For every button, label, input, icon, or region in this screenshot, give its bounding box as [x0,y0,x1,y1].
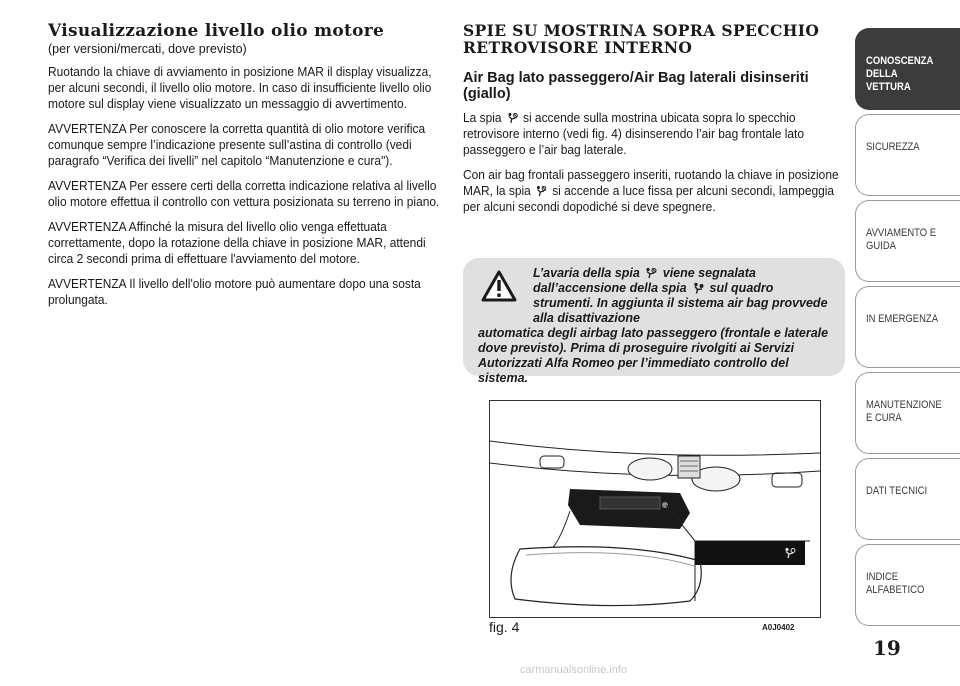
text-run: sul quadro strumenti. In aggiunta il sistema air bag provvede alla disattivazione [533,281,828,325]
tab-avviamento-e-guida[interactable] [855,200,960,282]
page-number: 19 [873,636,901,660]
paragraph: Ruotando la chiave di avviamento in posizione MAR il display visualizza, per alcuni secondi, il livello olio motore. In caso di insufficiente livello olio motore sul display viene visualizzato un messaggio di avvertimento. [48,64,432,111]
figure-mirror-panel [489,400,821,618]
section-title-line: RETROVISORE INTERNO [463,38,693,57]
tab-in-emergenza[interactable] [855,286,960,368]
paragraph: AVVERTENZA Affinché la misura del livello olio venga effettuata correttamente, dopo la rotazione della chiave in posizione MAR, attendi circa 2 secondi prima di effettuare l'avviamento del motore. [48,219,426,266]
paragraph [463,167,846,215]
section-subtitle: (per versioni/mercati, dove previsto) [48,42,247,56]
figure-label: fig. 4 [489,619,520,635]
text-run: viene segnalata dall’accensione della spia [533,266,756,295]
warning-box [463,258,845,385]
tab-indice-alfabetico[interactable] [855,544,960,626]
tab-conoscenza-della-vettura[interactable] [855,28,960,110]
paragraph: AVVERTENZA Il livello dell'olio motore può aumentare dopo una sosta prolungata. [48,276,421,307]
tab-manutenzione-e-cura[interactable] [855,372,960,454]
airbag-failure-icon [692,282,704,294]
section-title-oil-level: Visualizzazione livello olio motore [48,21,385,41]
airbag-off-icon [507,112,518,124]
section-title-mirror-lamps [463,22,848,56]
tab-sicurezza[interactable] [855,114,960,196]
tab-label: INDICE ALFABETICO [866,571,925,596]
tab-label: SICUREZZA [866,141,920,153]
tab-label: IN EMERGENZA [866,313,939,325]
text-run: si accende sulla mostrina ubicata sopra lo specchio retrovisore interno (vedi fig. 4) disinserendo l’air bag frontale lato passeggero e l’air bag laterale. [463,110,805,157]
tab-label: MANUTENZIONE E CURA [866,399,942,424]
airbag-off-icon [536,185,547,197]
paragraph [463,110,846,158]
paragraph: AVVERTENZA Per essere certi della corretta indicazione relativa al livello olio motore effettua il controllo con vettura posizionata su terreno in piano. [48,178,440,209]
warning-text [478,266,830,386]
watermark: carmanualsonline.info [520,664,628,676]
tab-dati-tecnici[interactable] [855,458,960,540]
airbag-off-icon [645,267,657,279]
text-run: L’avaria della spia [533,266,640,280]
warning-indented-lines [478,266,830,326]
left-column [48,22,448,317]
tab-label: CONOSCENZA DELLA VETTURA [866,55,933,93]
paragraph: AVVERTENZA Per conoscere la corretta quantità di olio motore verifica comunque sempre l’indicazione presente sull’astina di controllo (vedi paragrafo “Verifica dei livelli” nel capitolo “Manutenzione e cura"). [48,121,426,168]
text-run: La spia [463,110,502,125]
figure-code: A0J0402 [762,623,795,632]
text-run: automatica degli airbag lato passeggero (frontale e laterale dove previsto). Prima di proseguire rivolgiti ai Servizi Autorizzati Alfa Romeo per l’immediato controllo del sistema. [478,326,829,385]
text-run: si accende a luce fissa per alcuni secondi, lampeggia per alcuni secondi dopodiché si deve spegnere. [463,183,835,214]
right-column [463,22,848,224]
section-title-line: SPIE SU MOSTRINA SOPRA SPECCHIO [463,21,820,40]
tab-label: AVVIAMENTO E GUIDA [866,227,937,252]
tab-label: DATI TECNICI [866,485,928,497]
text-run: Con air bag frontali passeggero inseriti, ruotando la chiave in posizione MAR, la spia [463,167,839,198]
mirror-illustration [490,401,820,617]
subsection-title-airbag: Air Bag lato passeggero/Air Bag laterali disinseriti (giallo) [463,70,809,102]
